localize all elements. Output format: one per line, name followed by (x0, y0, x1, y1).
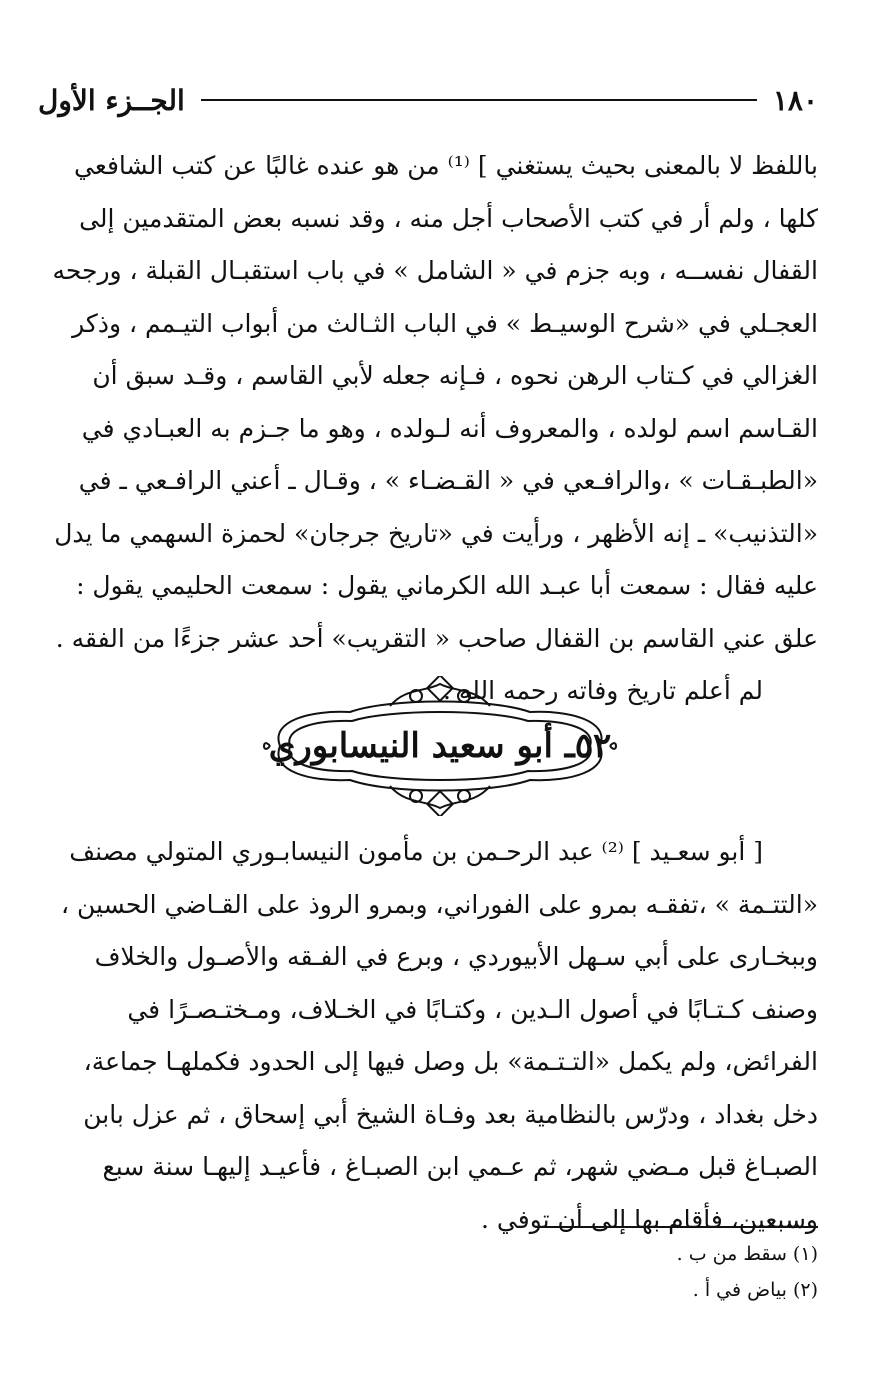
main-text-bottom (40, 826, 818, 1246)
text-line: لم أعلم تاريخ وفاته رحمه الله . (442, 676, 763, 705)
section-title: ٥٢ـ أبو سعيد النيسابوري (268, 726, 612, 766)
page-number: ١٨٠ (772, 83, 818, 117)
text-line: القفال نفســه ، وبه جزم في « الشامل » في باب استقبـال القبلة ، ورجحه (52, 256, 818, 285)
text-line: وببخـارى على أبي سـهل الأبيوردي ، وبرع في الفـقه والأصـول والخلاف (94, 942, 818, 971)
footnote: (١) سقط من ب . (676, 1243, 818, 1265)
footnote-rule (540, 1226, 818, 1228)
text-line: القـاسم اسم لولده ، والمعروف أنه لـولده ، وهو ما جـزم به العبـادي في (81, 413, 818, 443)
text-line: [ أبو سعـيد ] ⁽²⁾ عبد الرحـمن بن مأمون النيسابـوري المتولي مصنف (69, 837, 763, 866)
text-line: عليه فقال : سمعت أبا عبـد الله الكرماني يقول : سمعت الحليمي يقول : (76, 571, 818, 600)
text-line: كلها ، ولم أر في كتب الأصحاب أجل منه ، وقد نسبه بعض المتقدمين إلى (79, 203, 818, 233)
text-line: دخل بغداد ، ودرّس بالنظامية بعد وفـاة الشيخ أبي إسحاق ، ثم عزل بابن (83, 1099, 818, 1129)
text-line: باللفظ لا بالمعنى بحيث يستغني ] ⁽¹⁾ من هو عنده غالبًا عن كتب الشافعي (74, 151, 818, 180)
section-title-frame (240, 676, 640, 816)
text-line: «التذنيب» ـ إنه الأظهر ، ورأيت في «تاريخ جرجان» لحمزة السهمي ما يدل (54, 518, 818, 548)
text-line: العجـلي في «شرح الوسيـط » في الباب الثـالث من أبواب التيـمم ، وذكر (72, 308, 818, 338)
footnotes (300, 1236, 818, 1308)
footnote: (٢) بياض في أ . (692, 1279, 818, 1301)
text-line: «التتـمة » ،تفقـه بمرو على الفوراني، وبمرو الروذ على القـاضي الحسين ، (60, 889, 818, 919)
main-text-top (40, 140, 818, 718)
text-line: الصبـاغ قبل مـضي شهر، ثم عـمي ابن الصبـاغ ، فأعيـد إليهـا سنة سبع (102, 1152, 818, 1181)
text-line: علق عني القاسم بن القفال صاحب « التقريب» أحد عشر جزءًا من الفقه . (55, 623, 818, 653)
text-line: وسبعين، فأقام بها إلى أن توفي . (481, 1204, 818, 1234)
volume-title: الجــزء الأول (38, 83, 185, 117)
header-rule (201, 99, 757, 101)
text-line: الغزالي في كـتاب الرهن نحوه ، فـإنه جعله لأبي القاسم ، وقـد سبق أن (92, 361, 818, 390)
text-line: «الطبـقـات » ،والرافـعي في « القـضـاء » ، وقـال ـ أعني الرافـعي ـ في (78, 466, 818, 495)
text-line: وصنف كـتـابًا في أصول الـدين ، وكتـابًا في الخـلاف، ومـختـصـرًا في (127, 994, 818, 1024)
text-line: الفرائض، ولم يكمل «التـتـمة» بل وصل فيها إلى الحدود فكملهـا جماعة، (83, 1047, 818, 1076)
page-header (38, 78, 818, 122)
